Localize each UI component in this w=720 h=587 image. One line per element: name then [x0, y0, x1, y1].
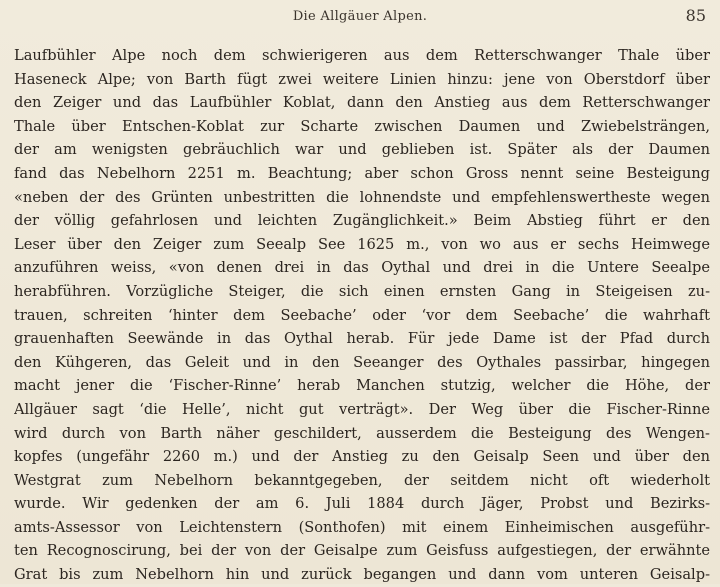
- text-line: grauenhaften Seewände in das Oythal herab. Für jede Dame ist der Pfad durch: [14, 330, 710, 348]
- text-line: den Kühgeren, das Geleit und in den Seeanger des Oythales passirbar, hingegen: [14, 353, 710, 371]
- text-line: den Zeiger und das Laufbühler Koblat, dann den Anstieg aus dem Retterschwanger: [14, 94, 710, 112]
- text-line: Grat bis zum Nebelhorn hin und zurück begangen und dann vom unteren Geisalp-: [14, 566, 710, 584]
- text-line: fand das Nebelhorn 2251 m. Beachtung; aber schon Gross nennt seine Besteigung: [14, 164, 710, 182]
- text-line: ten Recognoscirung, bei der von der Geisalpe zum Geisfuss aufgestiegen, der erwähnte: [14, 542, 710, 560]
- text-line: amts-Assessor von Leichtenstern (Sonthofen) mit einem Einheimischen ausgeführ-: [14, 518, 710, 536]
- text-line: Laufbühler Alpe noch dem schwierigeren aus dem Retterschwanger Thale über: [14, 47, 710, 64]
- text-line: der am wenigsten gebräuchlich war und geblieben ist. Später als der Daumen: [14, 141, 710, 159]
- text-line: Haseneck Alpe; von Barth fügt zwei weitere Linien hinzu: jene von Oberstdorf über: [14, 70, 710, 88]
- text-line: anzuführen weiss, «von denen drei in das Oythal und drei in die Untere Seealpe: [14, 259, 710, 277]
- running-title: Die Allgäuer Alpen.: [292, 9, 428, 24]
- text-line: kopfes (ungefähr 2260 m.) und der Anstieg zu den Geisalp Seen und über den: [14, 448, 710, 466]
- running-head: [0, 6, 720, 28]
- page-number: 85: [685, 6, 706, 25]
- text-line: der völlig gefahrlosen und leichten Zugänglichkeit.» Beim Abstieg führt er den: [14, 212, 710, 230]
- text-line: wurde. Wir gedenken der am 6. Juli 1884 durch Jäger, Probst und Bezirks-: [14, 495, 710, 513]
- text-line: Leser über den Zeiger zum Seealp See 1625 m., von wo aus er sechs Heimwege: [14, 235, 710, 253]
- text-line: trauen, schreiten ‘hinter dem Seebache’ oder ‘vor dem Seebache’ die wahrhaft: [14, 306, 710, 324]
- text-line: macht jener die ‘Fischer-Rinne’ herab Manchen stutzig, welcher die Höhe, der: [14, 377, 710, 395]
- text-line: Allgäuer sagt ‘die Helle’, nicht gut verträgt». Der Weg über die Fischer-Rinne: [14, 400, 710, 418]
- text-line: Thale über Entschen-Koblat zur Scharte zwischen Daumen und Zwiebelsträngen,: [14, 117, 710, 135]
- text-line: «neben der des Grünten unbestritten die lohnendste und empfehlenswertheste wegen: [14, 188, 710, 206]
- body-text: [14, 44, 710, 587]
- text-line: wird durch von Barth näher geschildert, ausserdem die Besteigung des Wengen-: [14, 424, 710, 442]
- text-line: herabführen. Vorzügliche Steiger, die sich einen ernsten Gang in Steigeisen zu-: [14, 282, 710, 300]
- text-line: Westgrat zum Nebelhorn bekanntgegeben, der seitdem nicht oft wiederholt: [14, 471, 710, 489]
